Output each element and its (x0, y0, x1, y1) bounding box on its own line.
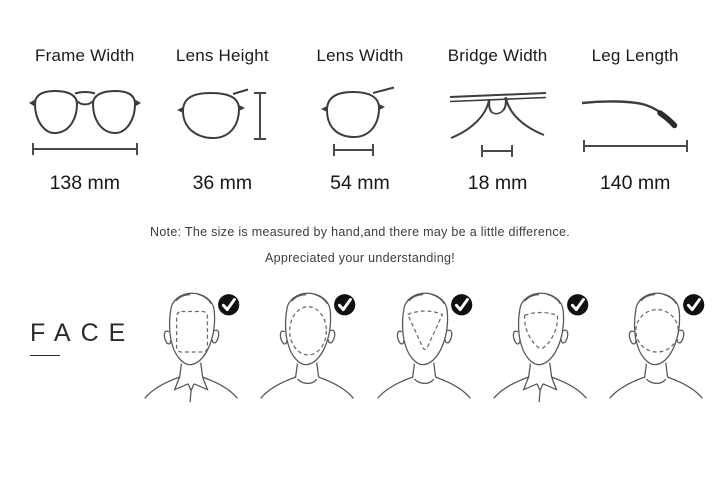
column-bridge-width (429, 46, 567, 195)
note-line-2: Appreciated your understanding! (265, 251, 455, 265)
single-lens-vertical-measure-icon (170, 74, 274, 170)
size-label: Bridge Width (447, 46, 548, 65)
size-value: 18 mm (467, 172, 528, 194)
single-lens-horizontal-measure-icon (308, 74, 412, 170)
check-icon (218, 294, 239, 315)
column-leg-length (566, 46, 704, 195)
note-line-1: Note: The size is measured by hand,and there may be a little difference. (150, 225, 570, 239)
face-section (0, 285, 720, 421)
size-label: Lens Height (175, 46, 269, 65)
check-icon (335, 294, 356, 315)
column-lens-width (291, 46, 429, 195)
size-chart (0, 0, 720, 195)
face-shapes (139, 285, 712, 421)
bridge-detail-icon (442, 74, 554, 170)
size-label: Frame Width (35, 46, 135, 65)
face-shape-square (139, 285, 247, 421)
check-icon (567, 294, 588, 315)
check-icon (683, 294, 704, 315)
face-title-text: FACE (30, 319, 136, 347)
face-shape-oval (255, 285, 363, 421)
face-shape-heart (488, 285, 596, 421)
face-shape-round (604, 285, 712, 421)
check-icon (451, 294, 472, 315)
column-lens-height (154, 46, 292, 195)
size-value: 140 mm (599, 172, 671, 194)
column-frame-width (16, 46, 154, 195)
size-label: Lens Width (316, 46, 404, 65)
size-value: 54 mm (330, 172, 390, 194)
face-section-title (30, 319, 135, 356)
face-title-underline (30, 355, 60, 356)
size-label: Leg Length (591, 46, 679, 65)
size-value: 138 mm (49, 172, 121, 194)
aviator-glasses-front-icon (24, 74, 146, 170)
temple-arm-icon (575, 74, 695, 170)
face-shape-triangle (372, 285, 480, 421)
size-value: 36 mm (192, 172, 253, 194)
note (0, 219, 720, 271)
